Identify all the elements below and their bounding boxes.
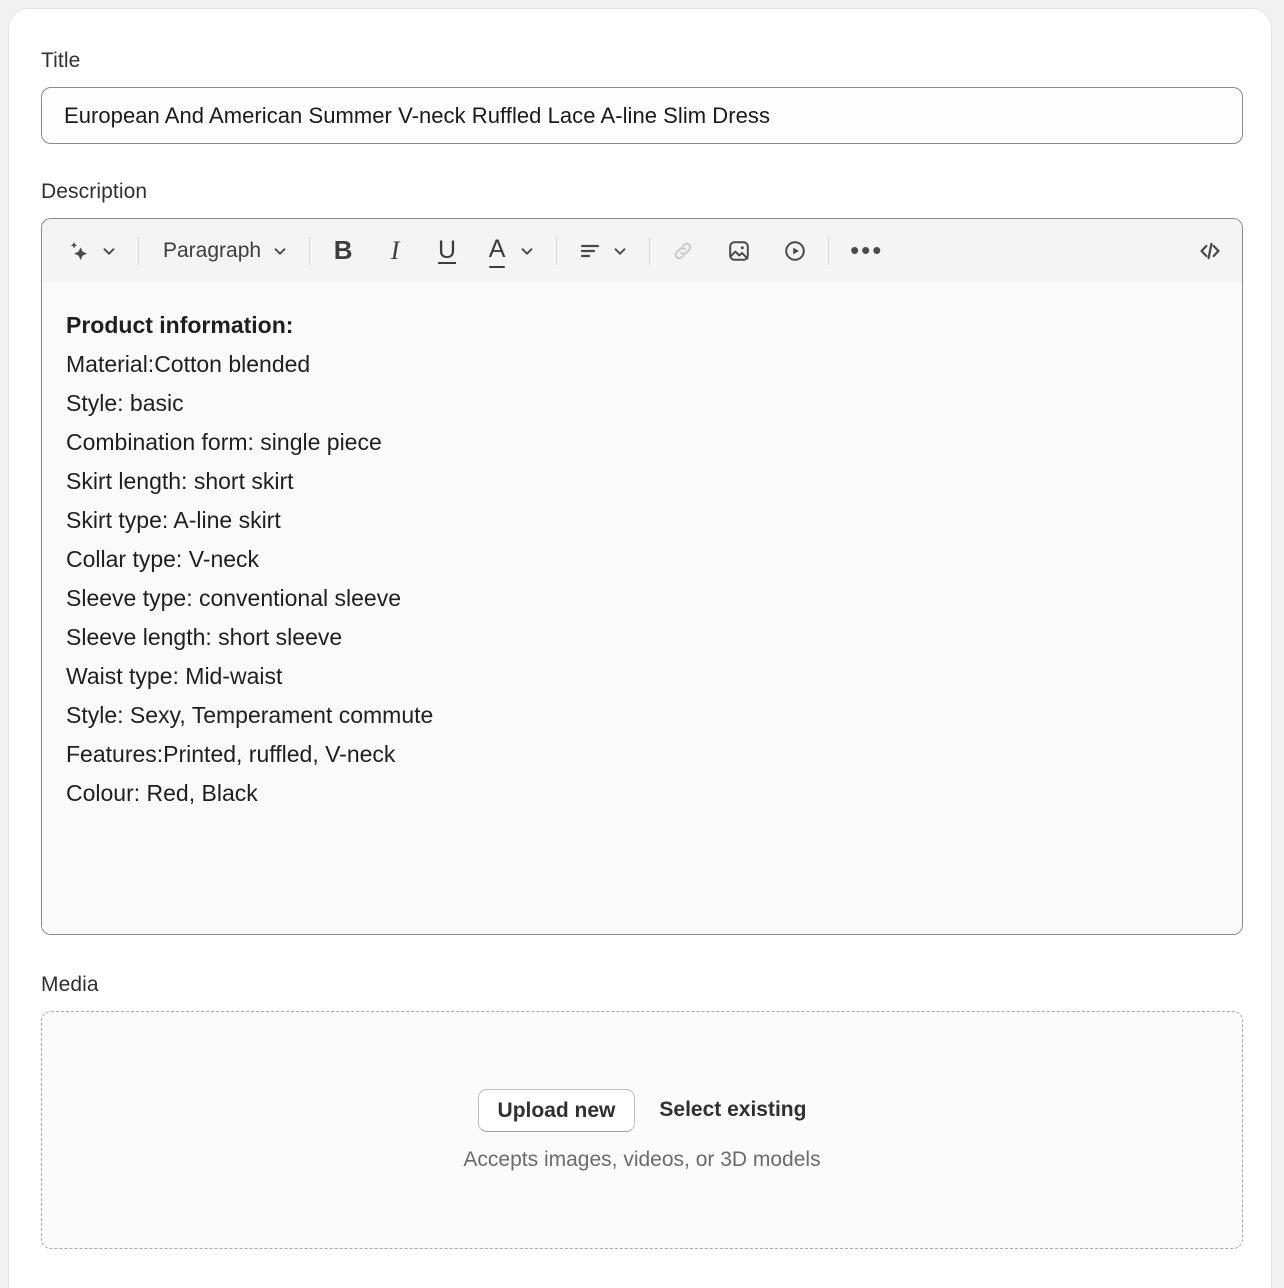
description-heading: Product information: [66,312,294,338]
align-chevron-down-icon[interactable] [607,232,633,270]
media-hint: Accepts images, videos, or 3D models [463,1147,821,1171]
code-icon[interactable] [1192,232,1228,270]
ellipsis-glyph: ••• [850,234,884,265]
title-field-group [9,9,1271,144]
text-color-label: A [488,235,506,263]
description-line: Sleeve length: short sleeve [66,624,343,650]
description-editor-body[interactable] [42,282,1242,934]
block-format-chevron-down-icon[interactable] [267,232,293,270]
description-field-group [9,144,1271,935]
editor-toolbar [42,219,1242,282]
rich-text-editor [41,218,1243,935]
italic-label: I [390,235,400,265]
toolbar-divider [828,237,829,265]
title-input[interactable] [41,87,1243,144]
video-icon[interactable] [778,232,812,270]
upload-new-button[interactable]: Upload new [478,1089,636,1132]
link-icon [666,232,700,270]
text-color-button[interactable] [480,232,514,270]
title-label: Title [41,49,81,72]
underline-label: U [438,236,457,264]
description-lines [66,345,1218,813]
media-label: Media [41,973,99,996]
block-format-group[interactable] [155,232,293,270]
description-line: Style: basic [66,390,184,416]
description-line: Waist type: Mid-waist [66,663,283,689]
underline-button[interactable] [430,232,464,270]
image-icon[interactable] [722,232,756,270]
description-line: Combination form: single piece [66,429,382,455]
ellipsis-icon[interactable] [845,232,888,270]
description-label: Description [41,180,148,203]
media-field-group [9,935,1271,1249]
description-line: Collar type: V-neck [66,546,260,572]
block-format-label: Paragraph [163,238,262,262]
description-line: Colour: Red, Black [66,780,258,806]
sparkles-icon[interactable] [62,232,96,270]
text-color-chevron-down-icon[interactable] [514,232,540,270]
bold-button[interactable] [326,232,360,270]
description-line: Style: Sexy, Temperament commute [66,702,434,728]
media-actions [478,1089,807,1132]
ai-assist-chevron-down-icon[interactable] [96,232,122,270]
toolbar-divider [138,237,139,265]
bold-label: B [333,235,353,265]
description-line: Skirt type: A-line skirt [66,507,281,533]
ai-assist-group [62,232,122,270]
italic-button[interactable] [378,232,412,270]
media-dropzone[interactable] [41,1011,1243,1249]
product-details-card [8,8,1272,1288]
description-line: Skirt length: short skirt [66,468,294,494]
toolbar-divider [556,237,557,265]
description-line: Sleeve type: conventional sleeve [66,585,401,611]
select-existing-button[interactable]: Select existing [659,1098,807,1121]
toolbar-divider [649,237,650,265]
toolbar-divider [309,237,310,265]
description-line: Features:Printed, ruffled, V-neck [66,741,396,767]
description-line: Material:Cotton blended [66,351,311,377]
align-left-icon[interactable] [573,232,607,270]
